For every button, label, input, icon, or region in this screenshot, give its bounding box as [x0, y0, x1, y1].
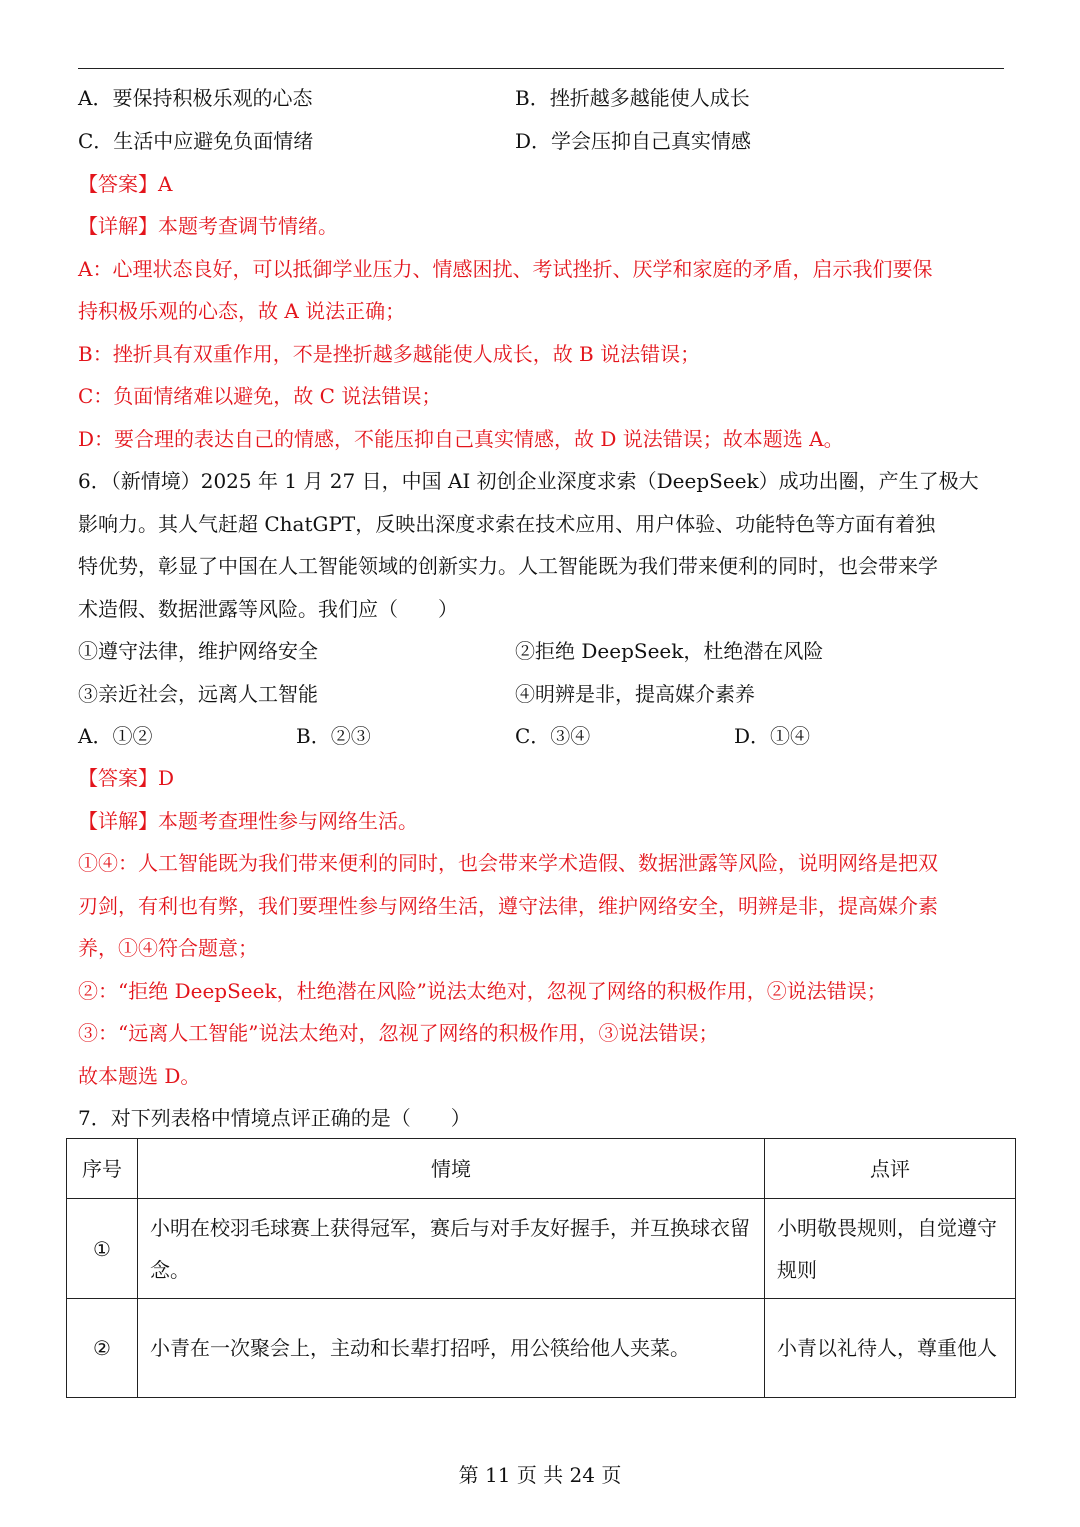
q5-option-b: B．挫折越多越能使人成长 [515, 86, 750, 110]
q6-explain-line: ②：“拒绝 DeepSeek，杜绝潜在风险”说法太绝对，忽视了网络的积极作用，②说法错误； [78, 979, 887, 1003]
q7-table [66, 1138, 1016, 1398]
q5-answer: 【答案】A [78, 172, 173, 196]
header-situation: 情境 [138, 1139, 765, 1199]
q6-option-c: C．③④ [515, 724, 591, 748]
q6-statement-4: ④明辨是非，提高媒介素养 [515, 682, 755, 706]
q5-option-d: D．学会压抑自己真实情感 [515, 129, 752, 153]
row-situation: 小明在校羽毛球赛上获得冠军，赛后与对手友好握手，并互换球衣留念。 [138, 1199, 765, 1299]
q5-explain-line: 持积极乐观的心态，故 A 说法正确； [78, 299, 406, 323]
q6-option-b: B．②③ [296, 724, 371, 748]
q5-option-a: A．要保持积极乐观的心态 [78, 86, 313, 110]
row-number: ② [67, 1299, 138, 1398]
table-header-row [67, 1139, 1016, 1199]
page-footer: 第 11 页 共 24 页 [458, 1463, 622, 1487]
row-review: 小明敬畏规则，自觉遵守规则 [765, 1199, 1016, 1299]
header-number: 序号 [67, 1139, 138, 1199]
q5-detail: 【详解】本题考查调节情绪。 [78, 214, 338, 238]
q6-explain-line: ①④：人工智能既为我们带来便利的同时，也会带来学术造假、数据泄露等风险，说明网络是把双 [78, 851, 938, 875]
q6-option-d: D．①④ [734, 724, 811, 748]
header-review: 点评 [765, 1139, 1016, 1199]
row-number: ① [67, 1199, 138, 1299]
q6-statement-3: ③亲近社会，远离人工智能 [78, 682, 318, 706]
q7-stem: 7．对下列表格中情境点评正确的是（ ） [78, 1106, 471, 1130]
row-situation: 小青在一次聚会上，主动和长辈打招呼，用公筷给他人夹菜。 [138, 1299, 765, 1398]
q6-stem-line: 影响力。其人气赶超 ChatGPT，反映出深度求索在技术应用、用户体验、功能特色等方面有着独 [78, 512, 936, 536]
q6-explain-line: 养，①④符合题意； [78, 936, 258, 960]
q6-explain-line: 刃剑，有利也有弊，我们要理性参与网络生活，遵守法律，维护网络安全，明辨是非，提高媒介素 [78, 894, 938, 918]
q6-stem-line: 特优势，彰显了中国在人工智能领域的创新实力。人工智能既为我们带来便利的同时，也会带来学 [78, 554, 938, 578]
table-row [67, 1299, 1016, 1398]
q6-explain-line: ③：“远离人工智能”说法太绝对，忽视了网络的积极作用，③说法错误； [78, 1021, 719, 1045]
q6-statement-1: ①遵守法律，维护网络安全 [78, 639, 318, 663]
q6-explain-line: 故本题选 D。 [78, 1064, 201, 1088]
q6-stem-line: 6．（新情境）2025 年 1 月 27 日，中国 AI 初创企业深度求索（DeepSeek）成功出圈，产生了极大 [78, 469, 979, 493]
q6-stem-line: 术造假、数据泄露等风险。我们应（ ） [78, 597, 458, 621]
q5-explain-line: A：心理状态良好，可以抵御学业压力、情感困扰、考试挫折、厌学和家庭的矛盾，启示我们要保 [78, 257, 933, 281]
q5-explain-line: B：挫折具有双重作用，不是挫折越多越能使人成长，故 B 说法错误； [78, 342, 701, 366]
q6-detail: 【详解】本题考查理性参与网络生活。 [78, 809, 418, 833]
q6-option-a: A．①② [78, 724, 153, 748]
q6-answer: 【答案】D [78, 766, 175, 790]
q5-explain-line: D：要合理的表达自己的情感，不能压抑自己真实情感，故 D 说法错误；故本题选 A。 [78, 427, 844, 451]
q6-statement-2: ②拒绝 DeepSeek，杜绝潜在风险 [515, 639, 824, 663]
q5-option-c: C．生活中应避免负面情绪 [78, 129, 314, 153]
row-review: 小青以礼待人，尊重他人 [765, 1299, 1016, 1398]
header-rule [78, 68, 1004, 69]
q5-explain-line: C：负面情绪难以避免，故 C 说法错误； [78, 384, 442, 408]
table-row [67, 1199, 1016, 1299]
